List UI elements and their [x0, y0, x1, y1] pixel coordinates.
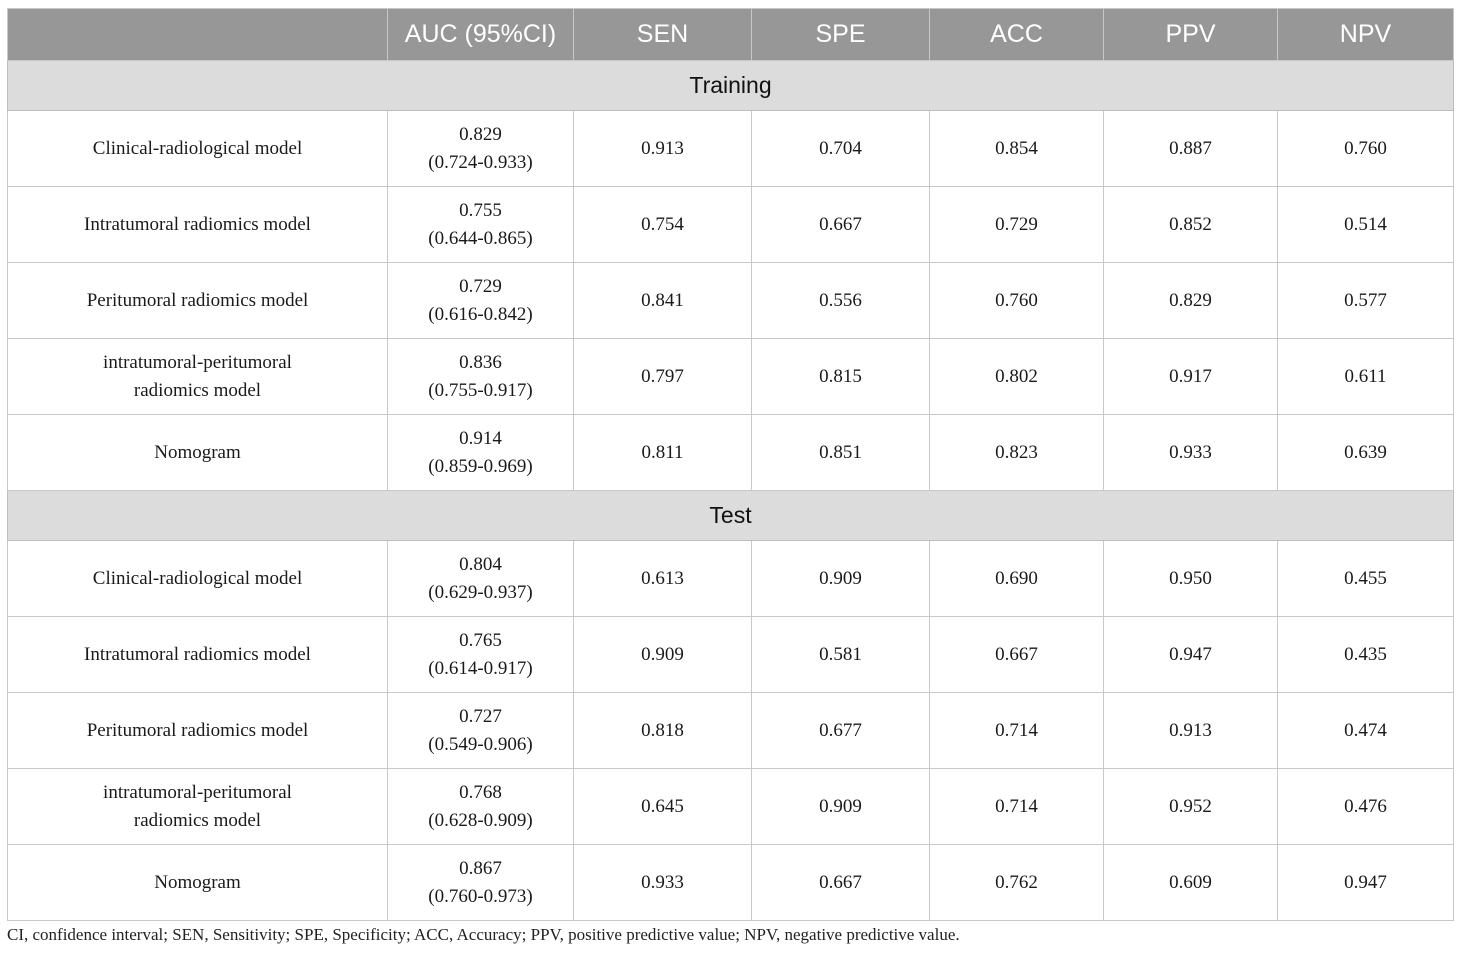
table-header	[8, 9, 1454, 61]
ppv-cell: 0.852	[1104, 187, 1278, 263]
auc-cell	[388, 111, 574, 187]
auc-ci: (0.628-0.909)	[428, 809, 533, 831]
auc-ci: (0.644-0.865)	[428, 227, 533, 249]
npv-cell: 0.476	[1278, 769, 1454, 845]
spe-cell: 0.909	[752, 541, 930, 617]
auc-value: 0.729	[459, 275, 502, 297]
table-row	[8, 845, 1454, 921]
table-row	[8, 111, 1454, 187]
header-npv: NPV	[1278, 9, 1454, 61]
npv-cell: 0.947	[1278, 845, 1454, 921]
auc-cell	[388, 769, 574, 845]
acc-cell: 0.854	[930, 111, 1104, 187]
header-acc: ACC	[930, 9, 1104, 61]
auc-cell	[388, 187, 574, 263]
auc-value: 0.768	[459, 781, 502, 803]
sen-cell: 0.818	[574, 693, 752, 769]
table-footnote: CI, confidence interval; SEN, Sensitivity; SPE, Specificity; ACC, Accuracy; PPV, positive predictive value; NPV, negative predictive value.	[7, 925, 960, 944]
sen-cell: 0.913	[574, 111, 752, 187]
table-body	[8, 61, 1454, 921]
model-name-cell	[8, 541, 388, 617]
npv-cell: 0.639	[1278, 415, 1454, 491]
table-row	[8, 415, 1454, 491]
auc-ci: (0.724-0.933)	[428, 151, 533, 173]
model-name-cell	[8, 617, 388, 693]
auc-ci: (0.614-0.917)	[428, 657, 533, 679]
acc-cell: 0.667	[930, 617, 1104, 693]
model-name-cell	[8, 111, 388, 187]
spe-cell: 0.667	[752, 845, 930, 921]
spe-cell: 0.704	[752, 111, 930, 187]
auc-value: 0.727	[459, 705, 502, 727]
model-name-line: Peritumoral radiomics model	[86, 719, 309, 741]
header-spe: SPE	[752, 9, 930, 61]
section-label: Test	[8, 491, 1454, 541]
table-row	[8, 769, 1454, 845]
model-name-line: radiomics model	[133, 379, 262, 401]
header-row	[8, 9, 1454, 61]
model-name-cell	[8, 769, 388, 845]
results-table-container	[7, 8, 1453, 921]
model-name-cell	[8, 693, 388, 769]
sen-cell: 0.841	[574, 263, 752, 339]
auc-value: 0.804	[459, 553, 502, 575]
table-row	[8, 263, 1454, 339]
acc-cell: 0.690	[930, 541, 1104, 617]
model-name-cell	[8, 845, 388, 921]
table-row	[8, 617, 1454, 693]
auc-cell	[388, 541, 574, 617]
sen-cell: 0.754	[574, 187, 752, 263]
sen-cell: 0.909	[574, 617, 752, 693]
auc-cell	[388, 617, 574, 693]
auc-cell	[388, 845, 574, 921]
model-name-cell	[8, 187, 388, 263]
acc-cell: 0.729	[930, 187, 1104, 263]
ppv-cell: 0.952	[1104, 769, 1278, 845]
model-name-line: Peritumoral radiomics model	[86, 289, 309, 311]
spe-cell: 0.667	[752, 187, 930, 263]
auc-value: 0.914	[459, 427, 502, 449]
auc-ci: (0.629-0.937)	[428, 581, 533, 603]
sen-cell: 0.613	[574, 541, 752, 617]
sen-cell: 0.645	[574, 769, 752, 845]
acc-cell: 0.760	[930, 263, 1104, 339]
sen-cell: 0.933	[574, 845, 752, 921]
section-row	[8, 491, 1454, 541]
header-auc: AUC (95%CI)	[388, 9, 574, 61]
model-name-line: intratumoral-peritumoral	[103, 781, 292, 803]
model-name-cell	[8, 263, 388, 339]
acc-cell: 0.802	[930, 339, 1104, 415]
auc-value: 0.755	[459, 199, 502, 221]
npv-cell: 0.455	[1278, 541, 1454, 617]
ppv-cell: 0.917	[1104, 339, 1278, 415]
model-name-line: Nomogram	[154, 441, 241, 463]
ppv-cell: 0.609	[1104, 845, 1278, 921]
auc-value: 0.867	[459, 857, 502, 879]
auc-value: 0.765	[459, 629, 502, 651]
model-name-line: Clinical-radiological model	[92, 137, 303, 159]
model-name-line: Intratumoral radiomics model	[84, 643, 311, 665]
model-name-line: Clinical-radiological model	[92, 567, 303, 589]
ppv-cell: 0.933	[1104, 415, 1278, 491]
acc-cell: 0.823	[930, 415, 1104, 491]
spe-cell: 0.909	[752, 769, 930, 845]
header-ppv: PPV	[1104, 9, 1278, 61]
npv-cell: 0.577	[1278, 263, 1454, 339]
model-performance-table	[7, 8, 1454, 921]
npv-cell: 0.514	[1278, 187, 1454, 263]
model-name-line: Nomogram	[154, 871, 241, 893]
spe-cell: 0.581	[752, 617, 930, 693]
npv-cell: 0.760	[1278, 111, 1454, 187]
table-row	[8, 541, 1454, 617]
model-name-line: radiomics model	[133, 809, 262, 831]
ppv-cell: 0.947	[1104, 617, 1278, 693]
ppv-cell: 0.829	[1104, 263, 1278, 339]
auc-cell	[388, 263, 574, 339]
auc-ci: (0.755-0.917)	[428, 379, 533, 401]
auc-ci: (0.549-0.906)	[428, 733, 533, 755]
model-name-cell	[8, 339, 388, 415]
sen-cell: 0.811	[574, 415, 752, 491]
ppv-cell: 0.887	[1104, 111, 1278, 187]
section-row	[8, 61, 1454, 111]
header-model	[8, 9, 388, 61]
ppv-cell: 0.950	[1104, 541, 1278, 617]
table-row	[8, 339, 1454, 415]
table-row	[8, 693, 1454, 769]
acc-cell: 0.714	[930, 693, 1104, 769]
acc-cell: 0.762	[930, 845, 1104, 921]
spe-cell: 0.851	[752, 415, 930, 491]
model-name-cell	[8, 415, 388, 491]
auc-ci: (0.616-0.842)	[428, 303, 533, 325]
npv-cell: 0.611	[1278, 339, 1454, 415]
auc-ci: (0.760-0.973)	[428, 885, 533, 907]
acc-cell: 0.714	[930, 769, 1104, 845]
auc-value: 0.829	[459, 123, 502, 145]
auc-cell	[388, 693, 574, 769]
ppv-cell: 0.913	[1104, 693, 1278, 769]
npv-cell: 0.474	[1278, 693, 1454, 769]
header-sen: SEN	[574, 9, 752, 61]
sen-cell: 0.797	[574, 339, 752, 415]
spe-cell: 0.556	[752, 263, 930, 339]
table-row	[8, 187, 1454, 263]
auc-ci: (0.859-0.969)	[428, 455, 533, 477]
auc-cell	[388, 415, 574, 491]
model-name-line: intratumoral-peritumoral	[103, 351, 292, 373]
npv-cell: 0.435	[1278, 617, 1454, 693]
spe-cell: 0.815	[752, 339, 930, 415]
auc-value: 0.836	[459, 351, 502, 373]
auc-cell	[388, 339, 574, 415]
model-name-line: Intratumoral radiomics model	[84, 213, 311, 235]
section-label: Training	[8, 61, 1454, 111]
spe-cell: 0.677	[752, 693, 930, 769]
